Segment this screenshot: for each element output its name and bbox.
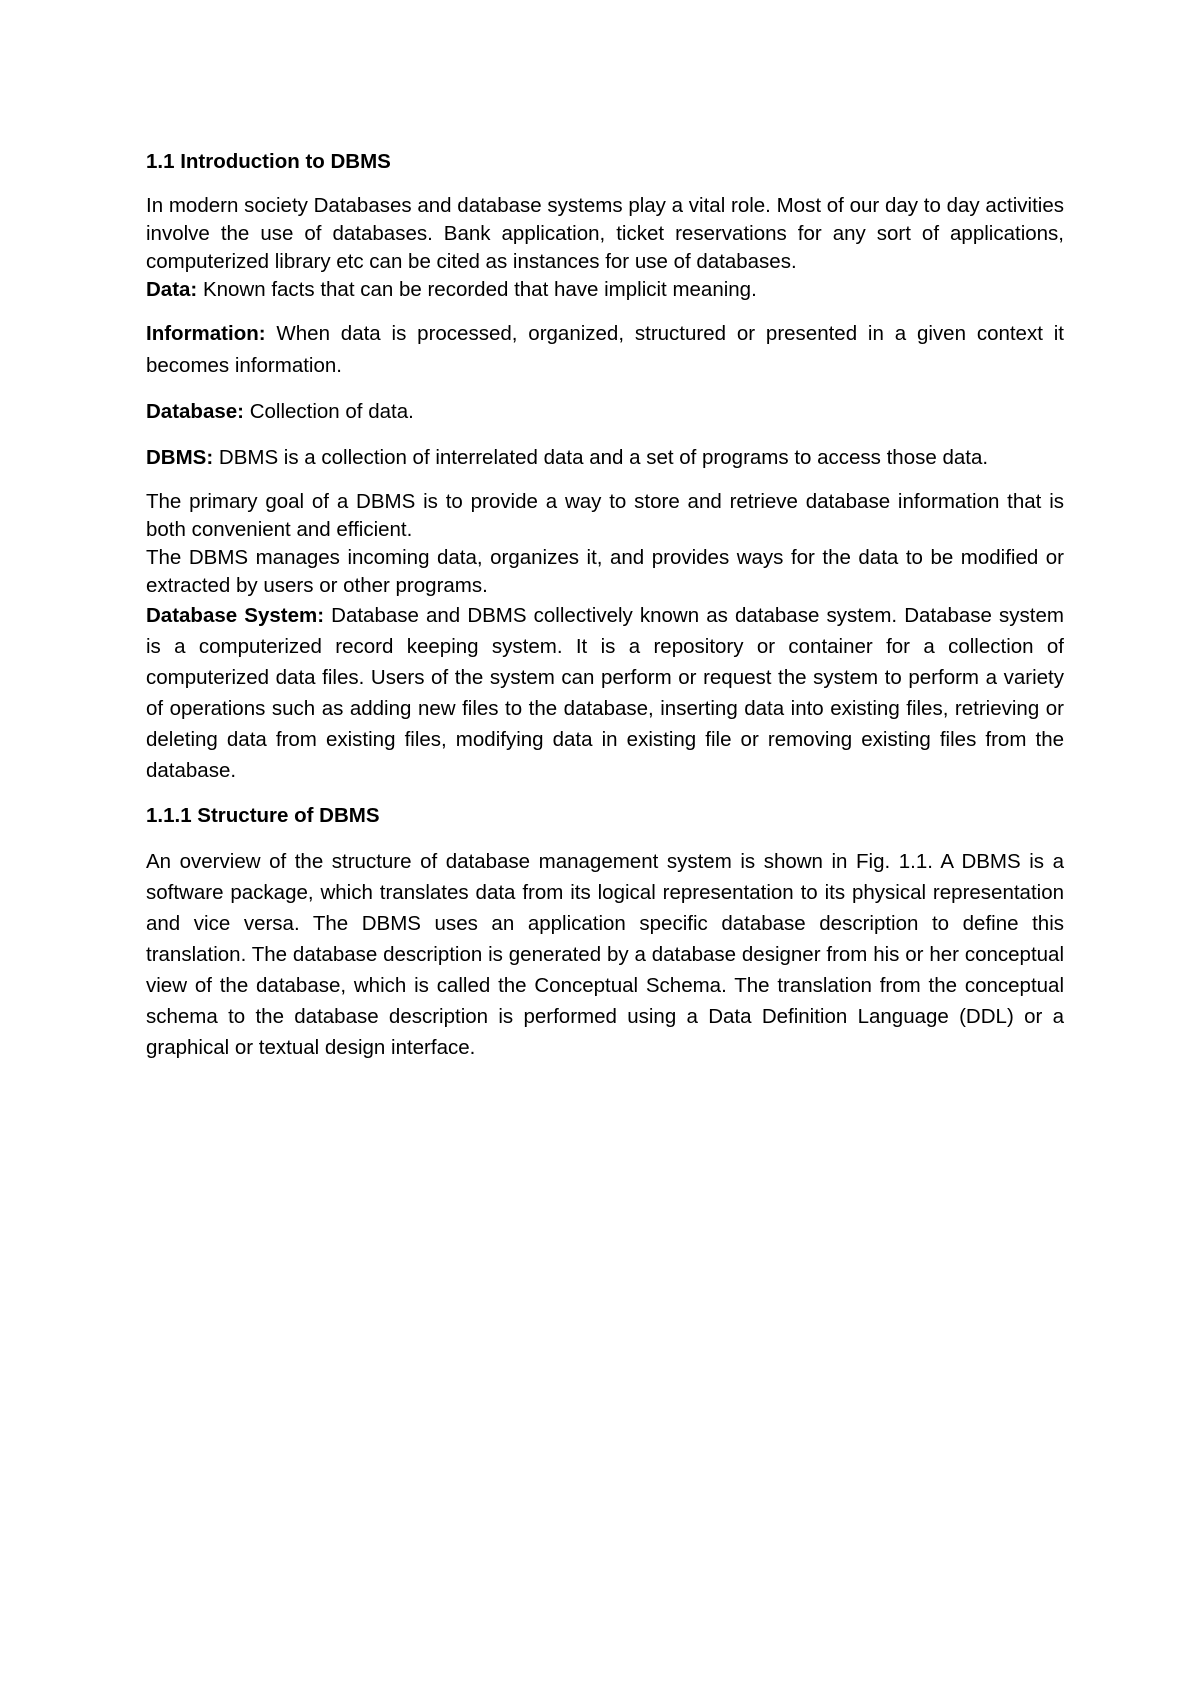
dbms-text: DBMS is a collection of interrelated data and a set of programs to access those data. (213, 446, 989, 469)
database-label: Database: (146, 400, 244, 423)
data-label: Data: (146, 278, 198, 301)
database-system-label: Database System: (146, 604, 325, 627)
database-system-text: Database and DBMS collectively known as database system. Database system is a computerized record keeping system. It is a repository or container for a collection of computerized data files. Users of the system can perform or request the system to perform a variety of operations such as adding new files to the database, inserting data into existing files, retrieving or deleting data from existing files, modifying data in existing file or removing existing files from the database. (146, 604, 1064, 782)
dbms-definition (146, 442, 1064, 474)
data-text: Known facts that can be recorded that have implicit meaning. (197, 278, 757, 301)
subsection-heading: 1.1.1 Structure of DBMS (146, 804, 380, 827)
document-body (146, 146, 1064, 1063)
manages-paragraph: The DBMS manages incoming data, organizes it, and provides ways for the data to be modified or extracted by users or other programs. (146, 546, 1064, 597)
dbms-label: DBMS: (146, 446, 214, 469)
database-system-definition (146, 600, 1064, 786)
data-definition (146, 276, 1064, 304)
intro-paragraph: In modern society Databases and database systems play a vital role. Most of our day to day activities involve the use of databases. Bank application, ticket reservations for any sort of applications, computerized library etc can be cited as instances for use of databases. (146, 194, 1064, 273)
database-definition (146, 396, 1064, 428)
information-label: Information: (146, 322, 266, 345)
section-heading: 1.1 Introduction to DBMS (146, 150, 391, 173)
goal-paragraph: The primary goal of a DBMS is to provide a way to store and retrieve database information that is both convenient and efficient. (146, 490, 1064, 541)
information-definition (146, 318, 1064, 382)
information-text: When data is processed, organized, structured or presented in a given context it becomes information. (146, 322, 1064, 377)
database-text: Collection of data. (244, 400, 414, 423)
structure-paragraph: An overview of the structure of database management system is shown in Fig. 1.1. A DBMS is a software package, which translates data from its logical representation to its physical representation and vice versa. The DBMS uses an application specific database description to define this translation. The database description is generated by a database designer from his or her conceptual view of the database, which is called the Conceptual Schema. The translation from the conceptual schema to the database description is performed using a Data Definition Language (DDL) or a graphical or textual design interface. (146, 850, 1064, 1059)
